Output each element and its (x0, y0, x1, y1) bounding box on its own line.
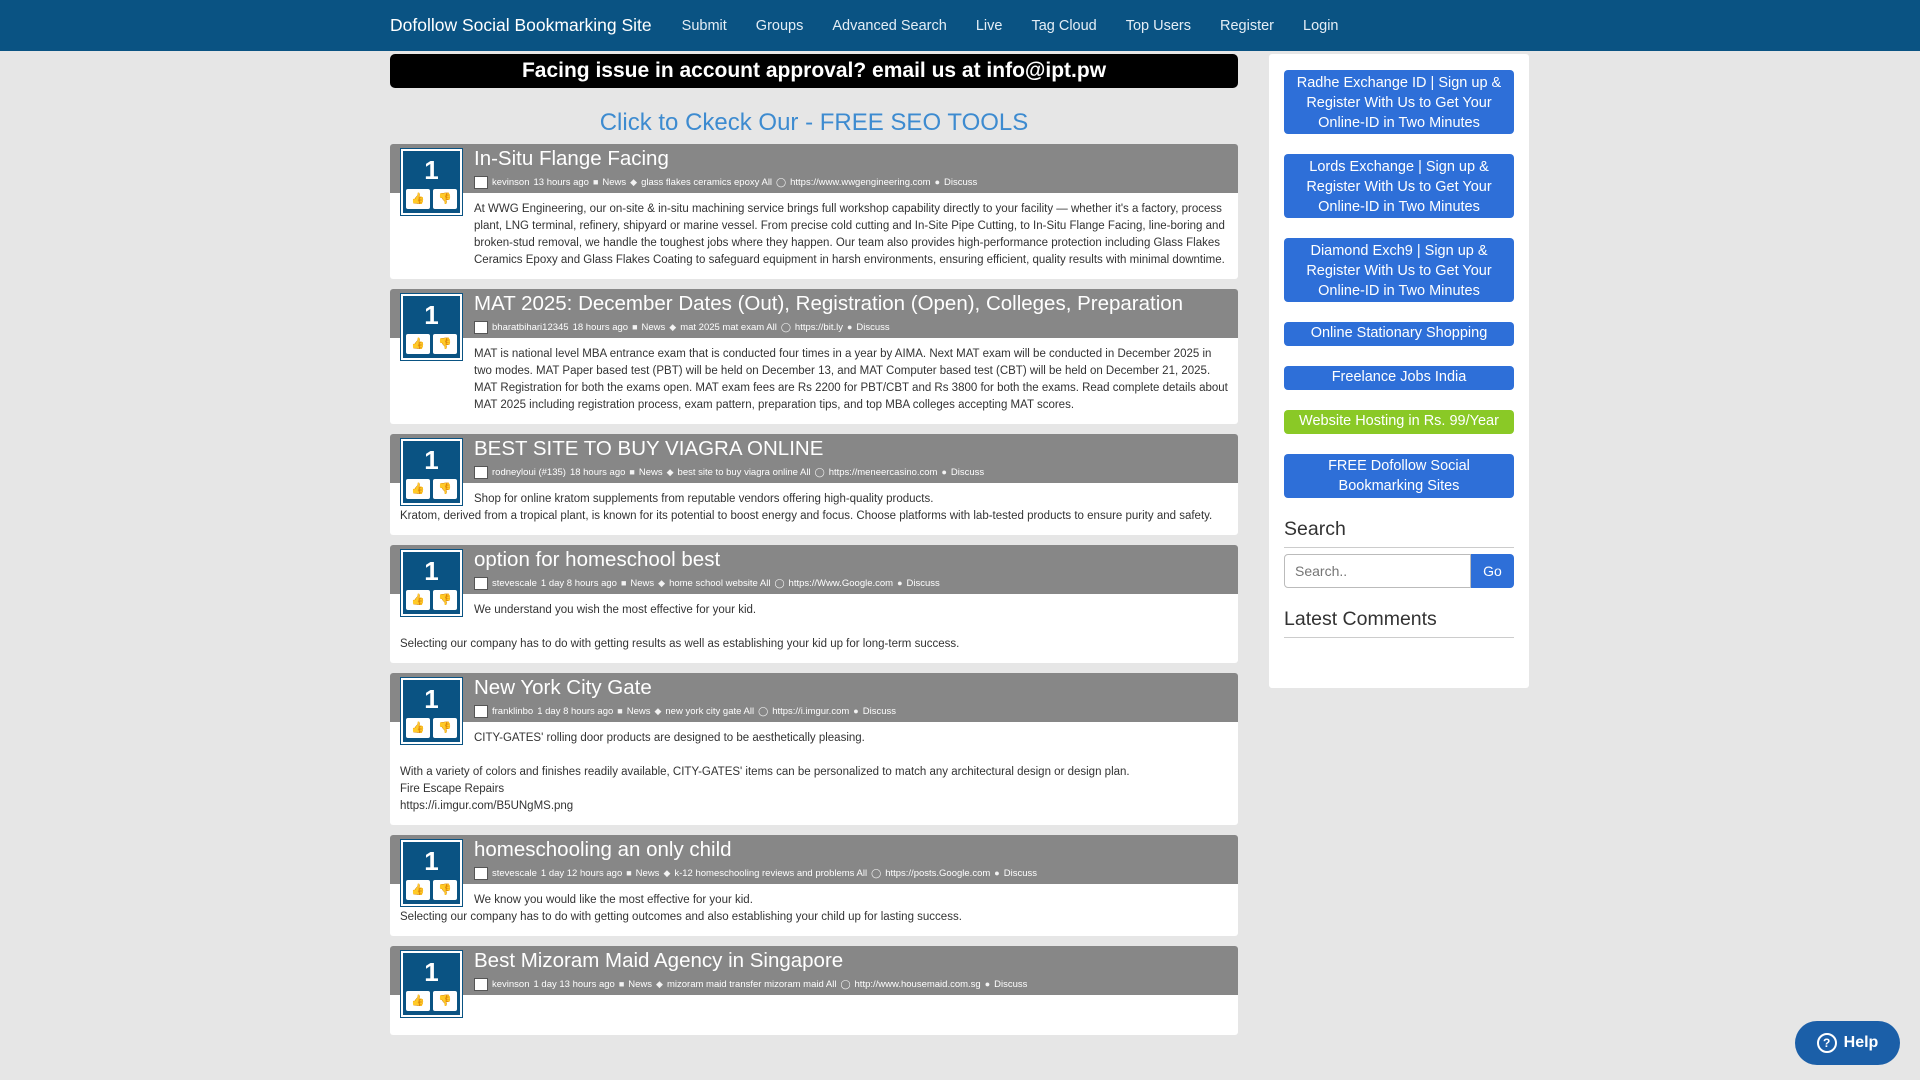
post-category[interactable]: News (626, 705, 651, 717)
post-category[interactable]: News (628, 978, 653, 990)
search-heading: Search (1284, 518, 1514, 548)
post-url[interactable]: https://meneercasino.com (828, 466, 938, 478)
post-text-line: Fire Escape Repairs (400, 783, 505, 795)
post-text-line: MAT is national level MBA entrance exam that is conducted four times in a year by AIMA. Next MAT exam will be conducted in December 2025 in two modes. MAT Paper based test (PBT) will be held on December 13, and MAT Computer based test (CBT) will be held on December 21, 2025. MAT Registration for both the exams open. MAT exam fees are Rs 2200 for PBT/CBT and Rs 3800 for both the exams. Read complete details about MAT 2025 including registration process, exam pattern, preparation tips, and top MBA colleges accepting MAT scores. (474, 348, 1228, 411)
post-card (390, 289, 1238, 424)
search-go-button[interactable]: Go (1471, 554, 1514, 588)
user-avatar-icon (474, 321, 488, 334)
nav-advanced-search[interactable]: Advanced Search (832, 17, 947, 34)
folder-icon: ■ (626, 868, 632, 878)
main-content (390, 54, 1238, 1035)
paragraph-gap (400, 747, 1228, 764)
post-tags[interactable]: glass flakes ceramics epoxy All (641, 176, 773, 188)
post-title[interactable]: option for homeschool best (474, 548, 721, 571)
post-discuss-link[interactable]: Discuss (856, 321, 890, 333)
thumbs-down-icon[interactable]: 👎 (433, 189, 457, 209)
post-meta (474, 574, 1238, 592)
post-discuss-link[interactable]: Discuss (862, 705, 896, 717)
thumbs-up-icon[interactable]: 👍 (406, 479, 430, 499)
tag-icon: ◆ (654, 705, 662, 716)
post-meta (474, 463, 1238, 481)
thumbs-down-icon[interactable]: 👎 (433, 479, 457, 499)
post-category[interactable]: News (641, 321, 666, 333)
folder-icon: ■ (629, 467, 635, 477)
vote-box (400, 148, 463, 216)
nav-login[interactable]: Login (1303, 17, 1339, 34)
post-category[interactable]: News (638, 466, 663, 478)
vote-box (400, 549, 463, 617)
user-avatar-icon (474, 978, 488, 991)
vote-box (400, 293, 463, 361)
thumbs-down-icon[interactable]: 👎 (433, 991, 457, 1011)
help-button[interactable] (1795, 1021, 1900, 1065)
search-input[interactable] (1284, 554, 1471, 588)
post-time: 1 day 8 hours ago (540, 577, 617, 589)
post-title[interactable]: MAT 2025: December Dates (Out), Registration (Open), Colleges, Preparation (474, 292, 1184, 315)
post-text-line: We understand you wish the most effective for your kid. (474, 604, 757, 616)
nav-top-users[interactable]: Top Users (1125, 17, 1192, 34)
globe-icon: ◯ (871, 867, 882, 878)
post-card (390, 434, 1238, 535)
tag-icon: ◆ (663, 867, 671, 878)
post-meta (474, 173, 1238, 191)
sidebar-link-radhe-exchange[interactable]: Radhe Exchange ID | Sign up & Register With Us to Get Your Online-ID in Two Minutes (1284, 70, 1514, 134)
tag-icon: ◆ (656, 978, 663, 989)
vote-box (400, 438, 463, 506)
site-brand[interactable]: Dofollow Social Bookmarking Site (390, 15, 652, 35)
post-category[interactable]: News (602, 176, 627, 188)
paragraph-gap (400, 619, 1228, 636)
post-url[interactable]: https://posts.Google.com (885, 867, 991, 879)
thumbs-down-icon[interactable]: 👎 (433, 590, 457, 610)
sidebar-link-free-bookmarking[interactable]: FREE Dofollow Social Bookmarking Sites (1284, 454, 1514, 498)
thumbs-up-icon[interactable]: 👍 (406, 590, 430, 610)
post-url[interactable]: https://bit.ly (794, 321, 843, 333)
post-meta (474, 864, 1238, 882)
vote-box (400, 677, 463, 745)
post-discuss-link[interactable]: Discuss (944, 176, 978, 188)
post-discuss-link[interactable]: Discuss (906, 577, 940, 589)
comment-icon: ● (853, 706, 859, 716)
sidebar-link-website-hosting[interactable]: Website Hosting in Rs. 99/Year (1284, 410, 1514, 434)
post-text-line: CITY-GATES' rolling door products are designed to be aesthetically pleasing. (474, 732, 865, 744)
sidebar (1269, 54, 1529, 688)
post-time: 18 hours ago (569, 466, 626, 478)
nav-submit[interactable]: Submit (681, 17, 727, 34)
post-tags[interactable]: mizoram maid transfer mizoram maid All (666, 978, 837, 990)
thumbs-up-icon[interactable]: 👍 (406, 991, 430, 1011)
comment-icon: ● (984, 979, 991, 989)
post-discuss-link[interactable]: Discuss (1003, 867, 1037, 879)
post-tags[interactable]: new york city gate All (665, 705, 755, 717)
post-tags[interactable]: mat 2025 mat exam All (680, 321, 777, 333)
vote-count: 1 (424, 556, 439, 586)
post-author[interactable]: franklinbo (492, 705, 534, 717)
sidebar-link-diamond-exch9[interactable]: Diamond Exch9 | Sign up & Register With Us to Get Your Online-ID in Two Minutes (1284, 238, 1514, 302)
post-author[interactable]: stevescale (492, 577, 537, 589)
user-avatar-icon (474, 705, 488, 718)
vote-count: 1 (424, 684, 439, 714)
post-title[interactable]: BEST SITE TO BUY VIAGRA ONLINE (474, 437, 824, 460)
post-title[interactable]: New York City Gate (474, 676, 652, 699)
seo-tools-link[interactable]: Click to Ckeck Our - FREE SEO TOOLS (599, 109, 1029, 136)
nav-groups[interactable]: Groups (755, 17, 804, 34)
comment-icon: ● (846, 322, 853, 332)
folder-icon: ■ (632, 322, 638, 332)
globe-icon: ◯ (758, 705, 769, 716)
post-body (390, 338, 1238, 424)
tag-icon: ◆ (658, 577, 666, 588)
post-text-line: https://i.imgur.com/B5UNgMS.png (400, 800, 574, 812)
post-text-line: With a variety of colors and finishes readily available, CITY-GATES' items can be personalized to match any architectural design or design plan. (400, 766, 1130, 778)
post-header (390, 545, 1238, 606)
post-time: 13 hours ago (533, 176, 589, 188)
post-category[interactable]: News (630, 577, 655, 589)
post-header (390, 289, 1238, 350)
sidebar-link-lords-exchange[interactable]: Lords Exchange | Sign up & Register With Us to Get Your Online-ID in Two Minutes (1284, 154, 1514, 218)
post-text-line: Selecting our company has to do with getting outcomes and also establishing your child up for lasting success. (400, 911, 962, 923)
tag-icon: ◆ (669, 321, 677, 332)
sidebar-link-stationary-shopping[interactable]: Online Stationary Shopping (1284, 322, 1514, 346)
user-avatar-icon (474, 176, 488, 189)
nav-register[interactable]: Register (1220, 17, 1275, 34)
post-author[interactable]: bharatbihari12345 (492, 321, 569, 333)
post-header (390, 835, 1238, 896)
post-text-line: Kratom, derived from a tropical plant, is known for its potential to boost energy and focus. Choose platforms with lab-tested products to ensure purity and safety. (400, 510, 1213, 522)
globe-icon: ◯ (780, 321, 791, 332)
post-card (390, 673, 1238, 825)
post-url[interactable]: https://Www.Google.com (788, 577, 894, 589)
post-author[interactable]: rodneyloui (#135) (492, 466, 566, 478)
post-meta (474, 702, 1238, 720)
post-tags[interactable]: best site to buy viagra online All (677, 466, 811, 478)
search-form (1284, 554, 1514, 588)
vote-count: 1 (424, 300, 439, 330)
globe-icon: ◯ (814, 466, 825, 477)
top-navbar (0, 0, 1920, 51)
post-meta (474, 318, 1238, 336)
user-avatar-icon (474, 577, 488, 590)
comment-icon: ● (994, 868, 1000, 878)
thumbs-down-icon[interactable]: 👎 (433, 334, 457, 354)
post-author[interactable]: kevinson (492, 176, 530, 188)
post-title[interactable]: In-Situ Flange Facing (474, 147, 669, 170)
vote-count: 1 (424, 846, 439, 876)
post-card (390, 835, 1238, 936)
post-body (390, 193, 1238, 279)
help-label: Help (1843, 1034, 1879, 1051)
user-avatar-icon (474, 466, 488, 479)
globe-icon: ◯ (840, 978, 851, 989)
post-card (390, 545, 1238, 663)
nav-tag-cloud[interactable]: Tag Cloud (1031, 17, 1097, 34)
folder-icon: ■ (620, 578, 627, 588)
post-url[interactable]: https://www.wwgengineering.com (790, 176, 931, 188)
user-avatar-icon (474, 867, 488, 880)
help-question-icon: ? (1817, 1033, 1837, 1053)
folder-icon: ■ (592, 177, 599, 187)
post-text-line: Selecting our company has to do with getting results as well as establishing your kid up for long-term success. (400, 638, 960, 650)
post-body (390, 995, 1238, 1035)
post-time: 1 day 8 hours ago (537, 705, 614, 717)
post-title[interactable]: Best Mizoram Maid Agency in Singapore (474, 949, 844, 972)
post-header (390, 434, 1238, 495)
account-notice-banner: Facing issue in account approval? email us at info@ipt.pw (390, 54, 1238, 88)
post-header (390, 673, 1238, 734)
post-text-line: We know you would like the most effective for your kid. (474, 894, 753, 906)
thumbs-up-icon[interactable]: 👍 (406, 334, 430, 354)
comment-icon: ● (941, 467, 947, 477)
vote-count: 1 (424, 155, 439, 185)
thumbs-up-icon[interactable]: 👍 (406, 880, 430, 900)
thumbs-up-icon[interactable]: 👍 (406, 718, 430, 738)
vote-box (400, 839, 463, 907)
post-tags[interactable]: k-12 homeschooling reviews and problems All (674, 867, 868, 879)
vote-count: 1 (424, 445, 439, 475)
latest-comments-heading: Latest Comments (1284, 608, 1514, 638)
thumbs-down-icon[interactable]: 👎 (433, 718, 457, 738)
post-header (390, 946, 1238, 1007)
folder-icon: ■ (617, 706, 623, 716)
post-card (390, 946, 1238, 1035)
post-list (390, 144, 1238, 1035)
nav-live[interactable]: Live (975, 17, 1003, 34)
post-time: 18 hours ago (572, 321, 629, 333)
post-body (390, 884, 1238, 936)
post-title[interactable]: homeschooling an only child (474, 838, 732, 861)
post-time: 1 day 13 hours ago (533, 978, 615, 990)
post-body (390, 483, 1238, 535)
post-category[interactable]: News (635, 867, 660, 879)
comment-icon: ● (897, 578, 903, 588)
post-url[interactable]: https://i.imgur.com (772, 705, 850, 717)
post-text-line: Shop for online kratom supplements from reputable vendors offering high-quality products. (474, 493, 934, 505)
comment-icon: ● (934, 177, 941, 187)
thumbs-up-icon[interactable]: 👍 (406, 189, 430, 209)
globe-icon: ◯ (776, 176, 787, 187)
tag-icon: ◆ (666, 466, 674, 477)
vote-count: 1 (424, 957, 439, 987)
post-meta (474, 975, 1238, 993)
post-body (390, 722, 1238, 825)
post-author[interactable]: kevinson (492, 978, 530, 990)
post-author[interactable]: stevescale (492, 867, 537, 879)
post-time: 1 day 12 hours ago (540, 867, 623, 879)
post-text-line: At WWG Engineering, our on-site & in-situ machining service brings full workshop capability directly to your facility — whether it's a factory, process plant, LNG terminal, refinery, shipyard or marine vessel. From precise cold cutting and In-Site Pipe Cutting, to In-Situ Flange Facing, line-boring and broken-stud removal, we handle the toughest jobs where they happen. Our team also provides high-performance protection including Glass Flakes Ceramics Epoxy and Glass Flakes Coating to safeguard equipment in harsh environments, ensuring efficient, quality results with minimal downtime. (474, 203, 1225, 266)
post-url[interactable]: http://www.housemaid.com.sg (854, 978, 981, 990)
post-header (390, 144, 1238, 205)
post-card (390, 144, 1238, 279)
post-discuss-link[interactable]: Discuss (950, 466, 985, 478)
thumbs-down-icon[interactable]: 👎 (433, 880, 457, 900)
post-tags[interactable]: home school website All (669, 577, 771, 589)
folder-icon: ■ (618, 979, 625, 989)
tag-icon: ◆ (630, 176, 638, 187)
post-discuss-link[interactable]: Discuss (994, 978, 1028, 990)
globe-icon: ◯ (774, 577, 785, 588)
sidebar-link-freelance-jobs[interactable]: Freelance Jobs India (1284, 366, 1514, 390)
post-body (390, 594, 1238, 663)
vote-box (400, 950, 463, 1018)
